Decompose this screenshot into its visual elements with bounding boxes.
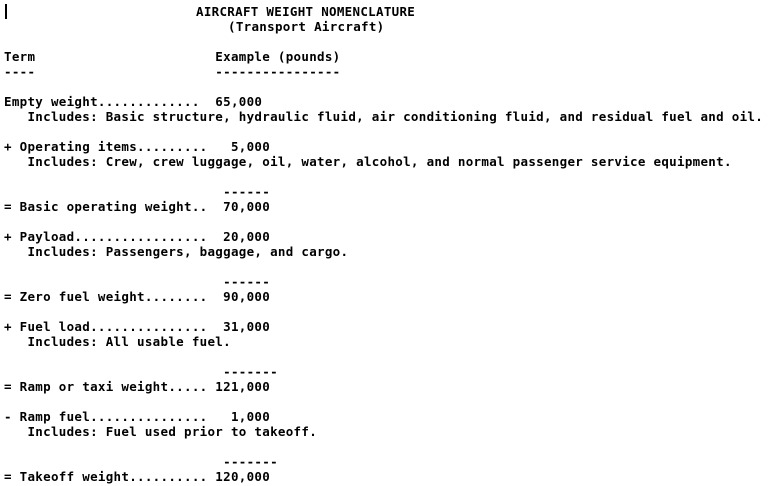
term-fuel-load: + Fuel load............... 31,000 <box>4 319 271 334</box>
term-operating-items: + Operating items......... 5,000 <box>4 139 271 154</box>
sum-rule: ------ <box>4 184 271 199</box>
document-title: AIRCRAFT WEIGHT NOMENCLATURE <box>196 4 416 19</box>
document-subtitle: (Transport Aircraft) <box>228 19 385 34</box>
includes-fuel-load: Includes: All usable fuel. <box>4 334 231 349</box>
term-takeoff-weight: = Takeoff weight.......... 120,000 <box>4 469 271 484</box>
includes-ramp-fuel: Includes: Fuel used prior to takeoff. <box>4 424 318 439</box>
term-ramp-or-taxi-weight: = Ramp or taxi weight..... 121,000 <box>4 379 271 394</box>
column-underline: ---- ---------------- <box>4 64 341 79</box>
term-payload: + Payload................. 20,000 <box>4 229 271 244</box>
includes-empty-weight: Includes: Basic structure, hydraulic fluid, air conditioning fluid, and residual fuel and oil. <box>4 109 764 124</box>
includes-payload: Includes: Passengers, baggage, and cargo. <box>4 244 349 259</box>
term-zero-fuel-weight: = Zero fuel weight........ 90,000 <box>4 289 271 304</box>
sum-rule: ------- <box>4 454 278 469</box>
sum-rule: ------ <box>4 274 271 289</box>
text-cursor <box>5 4 7 19</box>
column-header: Term Example (pounds) <box>4 49 341 64</box>
includes-operating-items: Includes: Crew, crew luggage, oil, water, alcohol, and normal passenger service equipment. <box>4 154 732 169</box>
term-empty-weight: Empty weight............. 65,000 <box>4 94 263 109</box>
term-ramp-fuel: - Ramp fuel............... 1,000 <box>4 409 271 424</box>
sum-rule: ------- <box>4 364 278 379</box>
term-basic-operating-weight: = Basic operating weight.. 70,000 <box>4 199 271 214</box>
